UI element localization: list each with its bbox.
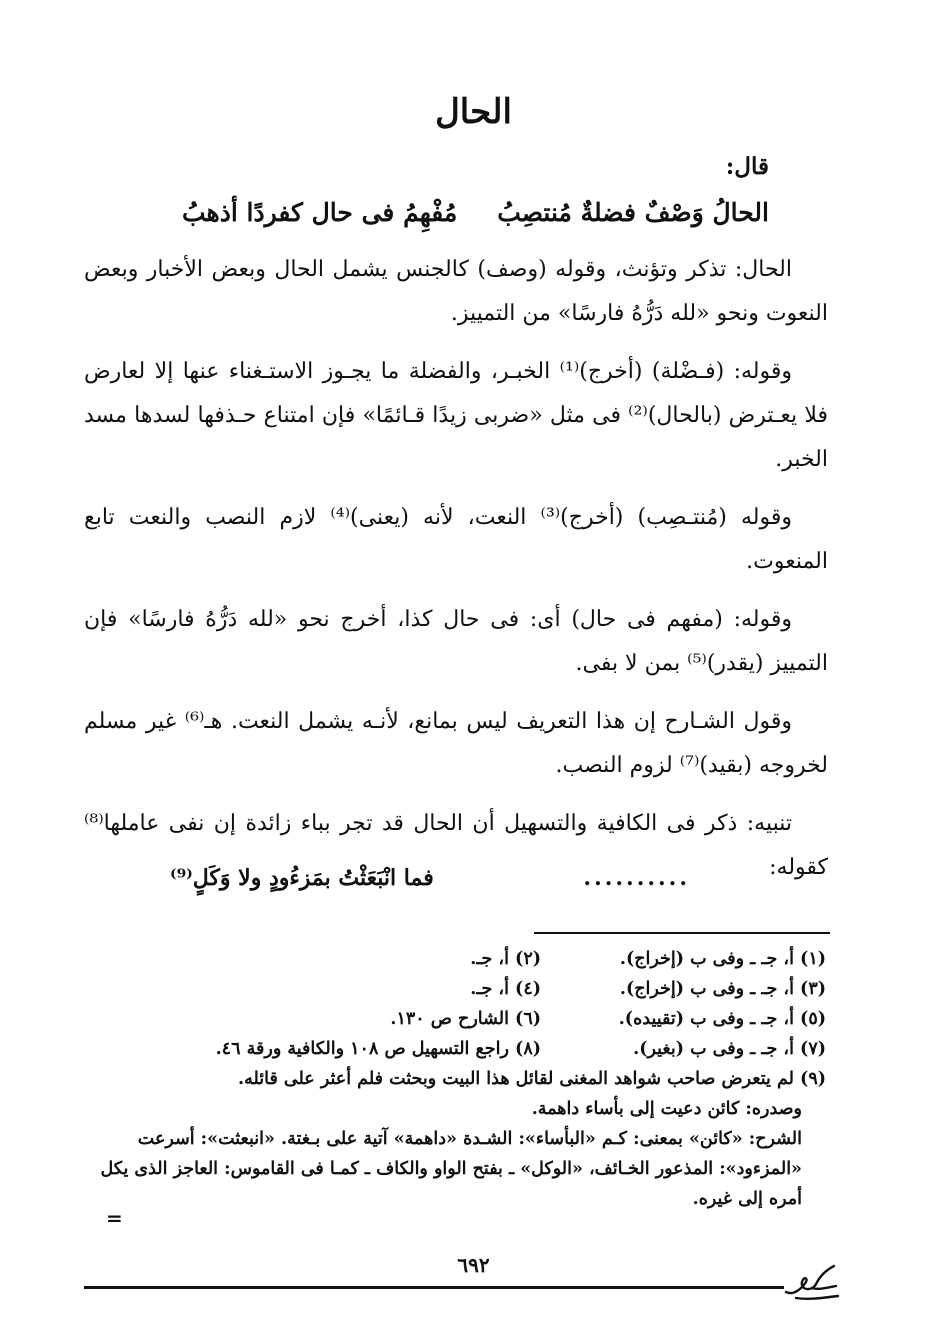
footnote: (٥) أ، جـ ـ وفى ب (تقييده). — [618, 1009, 826, 1029]
paragraph: وقوله (مُنتـصِب) (أخرج)⁽³⁾ النعت، لأنه (يعنى)⁽⁴⁾ لازم النصب والنعت تابع المنعوت. — [84, 505, 828, 574]
footnote-verse-opening: وصدره: كائن دعيت إلى بأساء داهمة. — [531, 1099, 802, 1119]
footnote-row — [90, 944, 826, 974]
footnote: (٢) أ، جـ. — [470, 949, 541, 969]
signature-mark-icon — [782, 1262, 840, 1302]
omitted-hemistich-dots: .......... — [583, 865, 690, 891]
quoted-hemistich: فما انْبَعَثْتُ بمَزءُودٍ ولا وَكَلٍ⁽⁹⁾ — [170, 865, 434, 891]
footnote-explanation: الشرح: «كائن» بمعنى: كـم «البأساء»: الشـدة «داهمة» آتية على بـغتة. «انبعثت»: أسرعت «المزءود»: المذعور الخـائف، «الوكل» ـ بفتح الواو والكاف ـ كمـا فى القاموس: العاجز الذى يكل أمره إلى غيره. — [100, 1129, 802, 1209]
intro-label: قال: — [725, 153, 769, 180]
footnote-row — [90, 974, 826, 1004]
page-number: ٦٩٢ — [457, 1253, 490, 1277]
footnote: (٤) أ، جـ. — [470, 979, 541, 999]
verse-second-hemistich: مُفْهِمُ فى حال كفردًا أذهبُ — [182, 198, 458, 227]
commentary-body — [84, 248, 828, 904]
footnote: (١) أ، جـ ـ وفى ب (إخراج). — [619, 949, 826, 969]
paragraph: الحال: تذكر وتؤنث، وقوله (وصف) كالجنس يشمل الحال وبعض الأخبار وبعض النعوت ونحو «لله دَرُّهُ فارسًا» من التمييز. — [84, 257, 828, 326]
footnote: (٦) الشارح ص ١٣٠. — [390, 1009, 541, 1029]
footnote: (٣) أ، جـ ـ وفى ب (إخراج). — [619, 979, 826, 999]
chapter-heading: الحال — [435, 92, 512, 132]
paragraph: وقوله: (فـضْلة) (أخرج)⁽¹⁾ الخبـر، والفضلة ما يجـوز الاستـغناء عنها إلا لعارض فلا يعـترض (بالحال)⁽²⁾ فى مثل «ضربى زيدًا قـائمًا» فإن امتناع حـذفها لسدها مسد الخبر. — [84, 359, 828, 472]
paragraph: تنبيه: ذكر فى الكافية والتسهيل أن الحال قد تجر بباء زائدة إن نفى عاملها⁽⁸⁾ كقوله: — [84, 811, 828, 880]
footnote: (٨) راجع التسهيل ص ١٠٨ والكافية ورقة ٤٦. — [215, 1039, 541, 1059]
footnote-9: (٩) لم يتعرض صاحب شواهد المغنى لقائل هذا البيت وبحثت فلم أعثر على قائله. — [238, 1069, 826, 1089]
footnote-separator — [534, 932, 830, 934]
footnote: (٧) أ، جـ ـ وفى ب (بغير). — [633, 1039, 826, 1059]
quoted-couplet — [170, 858, 690, 898]
footnote-row — [90, 1004, 826, 1034]
continuation-mark: = — [106, 1206, 123, 1230]
paragraph: وقول الشـارح إن هذا التعريف ليس بمانع، لأنـه يشمل النعت. هـ⁽⁶⁾ غير مسلم لخروجه (بقيد)⁽⁷⁾ لزوم النصب. — [84, 709, 828, 778]
footnote-row — [90, 1034, 826, 1064]
footnotes — [90, 944, 826, 1214]
paragraph: وقوله: (مفهم فى حال) أى: فى حال كذا، أخرج نحو «لله دَرُّهُ فارسًا» فإن التمييز (يقدر)⁽⁵⁾ بمن لا بفى. — [84, 607, 828, 676]
verse-first-hemistich: الحالُ وَصْفٌ فضلةٌ مُنتصِبُ — [497, 198, 769, 227]
bottom-rule — [84, 1286, 784, 1289]
